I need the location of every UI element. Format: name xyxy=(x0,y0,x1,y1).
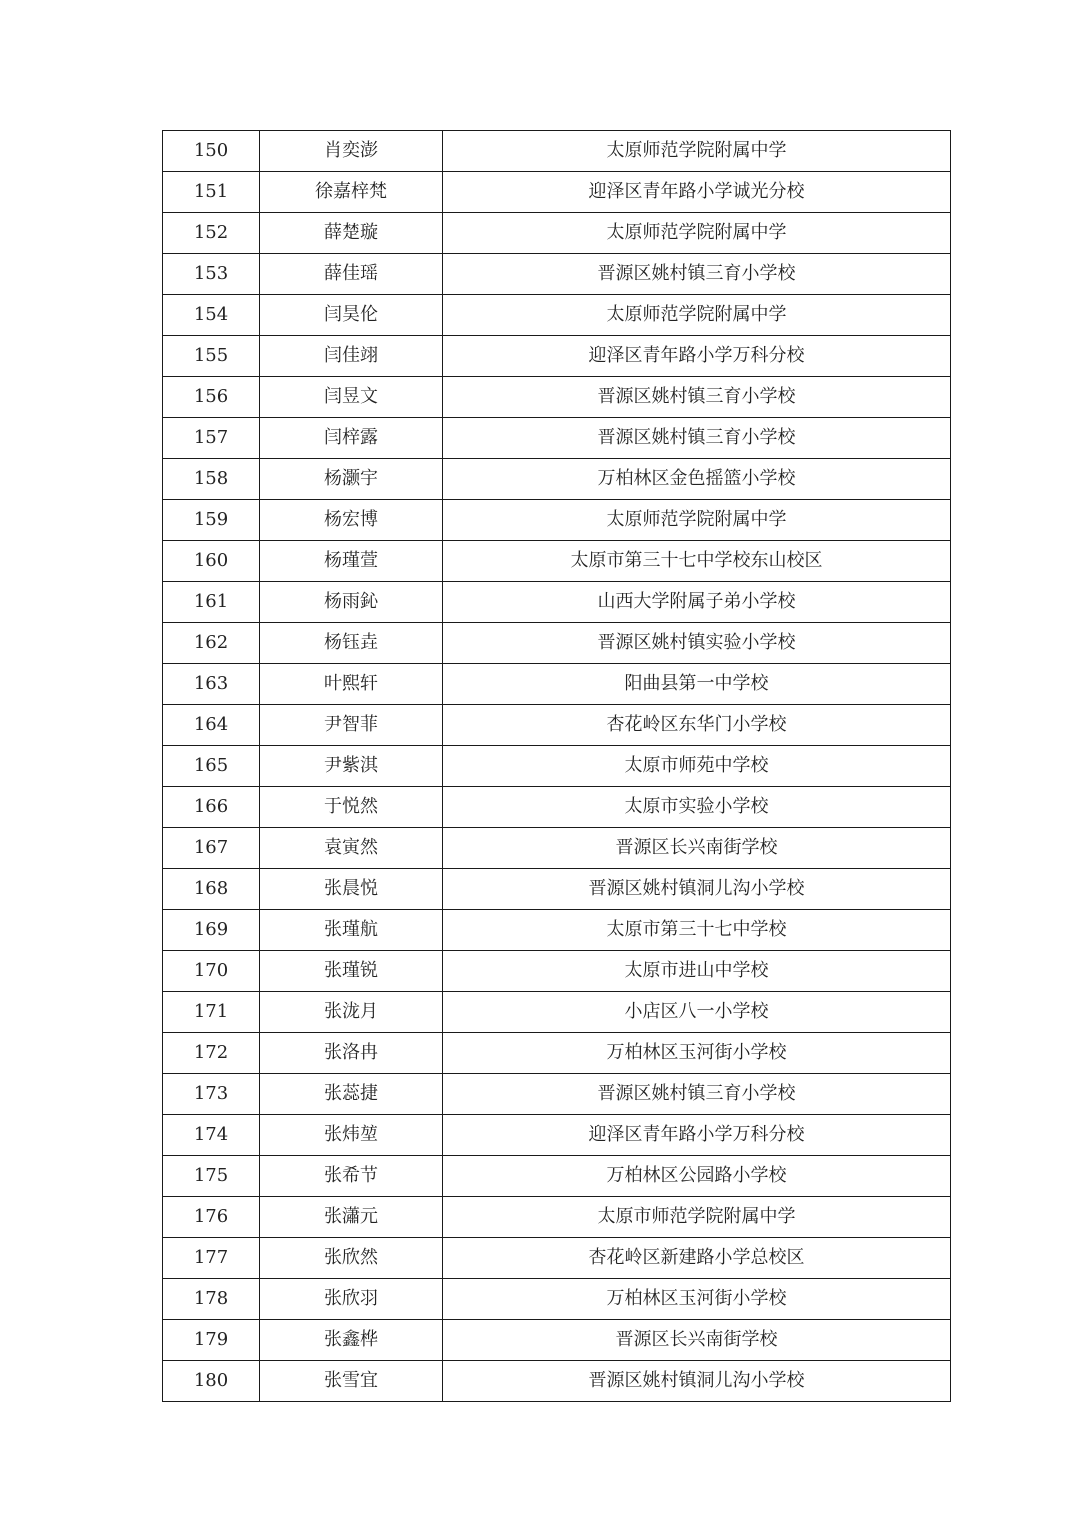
student-name-cell: 杨瑾萱 xyxy=(260,541,443,582)
school-name-cell: 迎泽区青年路小学万科分校 xyxy=(443,1115,951,1156)
school-name-cell: 晋源区姚村镇洞儿沟小学校 xyxy=(443,1361,951,1402)
row-number-cell: 175 xyxy=(163,1156,260,1197)
row-number-cell: 162 xyxy=(163,623,260,664)
school-name-cell: 太原市进山中学校 xyxy=(443,951,951,992)
row-number-cell: 164 xyxy=(163,705,260,746)
school-name-cell: 晋源区姚村镇三育小学校 xyxy=(443,254,951,295)
table-row xyxy=(163,951,951,992)
school-name-cell: 晋源区姚村镇洞儿沟小学校 xyxy=(443,869,951,910)
student-name-cell: 袁寅然 xyxy=(260,828,443,869)
school-name-cell: 迎泽区青年路小学万科分校 xyxy=(443,336,951,377)
row-number-cell: 152 xyxy=(163,213,260,254)
row-number-cell: 174 xyxy=(163,1115,260,1156)
school-name-cell: 晋源区长兴南街学校 xyxy=(443,828,951,869)
row-number-cell: 176 xyxy=(163,1197,260,1238)
table-row xyxy=(163,705,951,746)
school-name-cell: 杏花岭区东华门小学校 xyxy=(443,705,951,746)
table-row xyxy=(163,582,951,623)
row-number-cell: 157 xyxy=(163,418,260,459)
student-name-cell: 张瑾锐 xyxy=(260,951,443,992)
student-name-cell: 杨雨鈊 xyxy=(260,582,443,623)
student-name-cell: 尹智菲 xyxy=(260,705,443,746)
school-name-cell: 太原师范学院附属中学 xyxy=(443,500,951,541)
row-number-cell: 158 xyxy=(163,459,260,500)
table-row xyxy=(163,1033,951,1074)
table-row xyxy=(163,623,951,664)
table-row xyxy=(163,1197,951,1238)
row-number-cell: 177 xyxy=(163,1238,260,1279)
school-name-cell: 晋源区姚村镇三育小学校 xyxy=(443,377,951,418)
school-name-cell: 迎泽区青年路小学诚光分校 xyxy=(443,172,951,213)
roster-table xyxy=(162,130,951,1402)
row-number-cell: 163 xyxy=(163,664,260,705)
table-row xyxy=(163,746,951,787)
school-name-cell: 阳曲县第一中学校 xyxy=(443,664,951,705)
school-name-cell: 晋源区姚村镇三育小学校 xyxy=(443,1074,951,1115)
table-row xyxy=(163,172,951,213)
table-row xyxy=(163,1361,951,1402)
student-name-cell: 张瑾航 xyxy=(260,910,443,951)
table-row xyxy=(163,254,951,295)
student-name-cell: 张雪宜 xyxy=(260,1361,443,1402)
table-row xyxy=(163,336,951,377)
student-name-cell: 薛佳瑶 xyxy=(260,254,443,295)
school-name-cell: 太原市师范学院附属中学 xyxy=(443,1197,951,1238)
table-row xyxy=(163,500,951,541)
student-name-cell: 杨钰垚 xyxy=(260,623,443,664)
student-name-cell: 肖奕澎 xyxy=(260,131,443,172)
school-name-cell: 太原师范学院附属中学 xyxy=(443,213,951,254)
table-row xyxy=(163,1074,951,1115)
row-number-cell: 172 xyxy=(163,1033,260,1074)
school-name-cell: 太原师范学院附属中学 xyxy=(443,131,951,172)
school-name-cell: 太原市第三十七中学校东山校区 xyxy=(443,541,951,582)
row-number-cell: 171 xyxy=(163,992,260,1033)
row-number-cell: 160 xyxy=(163,541,260,582)
row-number-cell: 153 xyxy=(163,254,260,295)
school-name-cell: 杏花岭区新建路小学总校区 xyxy=(443,1238,951,1279)
table-row xyxy=(163,541,951,582)
student-name-cell: 闫佳翊 xyxy=(260,336,443,377)
table-row xyxy=(163,828,951,869)
row-number-cell: 173 xyxy=(163,1074,260,1115)
row-number-cell: 179 xyxy=(163,1320,260,1361)
row-number-cell: 165 xyxy=(163,746,260,787)
row-number-cell: 167 xyxy=(163,828,260,869)
student-name-cell: 杨灏宇 xyxy=(260,459,443,500)
school-name-cell: 太原市实验小学校 xyxy=(443,787,951,828)
table-row xyxy=(163,992,951,1033)
student-name-cell: 张瀟元 xyxy=(260,1197,443,1238)
school-name-cell: 太原师范学院附属中学 xyxy=(443,295,951,336)
row-number-cell: 154 xyxy=(163,295,260,336)
school-name-cell: 山西大学附属子弟小学校 xyxy=(443,582,951,623)
student-name-cell: 薛楚璇 xyxy=(260,213,443,254)
table-row xyxy=(163,1115,951,1156)
table-row xyxy=(163,1320,951,1361)
school-name-cell: 万柏林区金色摇篮小学校 xyxy=(443,459,951,500)
student-name-cell: 张炜堃 xyxy=(260,1115,443,1156)
row-number-cell: 161 xyxy=(163,582,260,623)
school-name-cell: 万柏林区玉河街小学校 xyxy=(443,1033,951,1074)
table-row xyxy=(163,131,951,172)
table-row xyxy=(163,869,951,910)
table-row xyxy=(163,1279,951,1320)
student-name-cell: 张洛冉 xyxy=(260,1033,443,1074)
school-name-cell: 晋源区长兴南街学校 xyxy=(443,1320,951,1361)
table-row xyxy=(163,295,951,336)
student-name-cell: 张泷月 xyxy=(260,992,443,1033)
table-row xyxy=(163,787,951,828)
row-number-cell: 156 xyxy=(163,377,260,418)
school-name-cell: 小店区八一小学校 xyxy=(443,992,951,1033)
table-row xyxy=(163,213,951,254)
student-name-cell: 徐嘉梓梵 xyxy=(260,172,443,213)
school-name-cell: 太原市第三十七中学校 xyxy=(443,910,951,951)
row-number-cell: 150 xyxy=(163,131,260,172)
roster-table-body xyxy=(163,131,951,1402)
student-name-cell: 张鑫桦 xyxy=(260,1320,443,1361)
student-name-cell: 张欣然 xyxy=(260,1238,443,1279)
student-name-cell: 张晨悦 xyxy=(260,869,443,910)
student-name-cell: 张欣羽 xyxy=(260,1279,443,1320)
student-name-cell: 张蕊捷 xyxy=(260,1074,443,1115)
student-name-cell: 闫昱文 xyxy=(260,377,443,418)
school-name-cell: 万柏林区玉河街小学校 xyxy=(443,1279,951,1320)
row-number-cell: 180 xyxy=(163,1361,260,1402)
student-name-cell: 闫昊伦 xyxy=(260,295,443,336)
row-number-cell: 155 xyxy=(163,336,260,377)
student-name-cell: 闫梓露 xyxy=(260,418,443,459)
school-name-cell: 万柏林区公园路小学校 xyxy=(443,1156,951,1197)
student-name-cell: 于悦然 xyxy=(260,787,443,828)
table-row xyxy=(163,1238,951,1279)
table-row xyxy=(163,1156,951,1197)
row-number-cell: 169 xyxy=(163,910,260,951)
row-number-cell: 159 xyxy=(163,500,260,541)
table-row xyxy=(163,910,951,951)
table-row xyxy=(163,377,951,418)
row-number-cell: 168 xyxy=(163,869,260,910)
school-name-cell: 太原市师苑中学校 xyxy=(443,746,951,787)
table-row xyxy=(163,664,951,705)
student-name-cell: 叶熙轩 xyxy=(260,664,443,705)
student-name-cell: 张希节 xyxy=(260,1156,443,1197)
table-row xyxy=(163,418,951,459)
school-name-cell: 晋源区姚村镇三育小学校 xyxy=(443,418,951,459)
row-number-cell: 170 xyxy=(163,951,260,992)
school-name-cell: 晋源区姚村镇实验小学校 xyxy=(443,623,951,664)
student-name-cell: 杨宏博 xyxy=(260,500,443,541)
table-row xyxy=(163,459,951,500)
student-name-cell: 尹紫淇 xyxy=(260,746,443,787)
row-number-cell: 178 xyxy=(163,1279,260,1320)
row-number-cell: 166 xyxy=(163,787,260,828)
row-number-cell: 151 xyxy=(163,172,260,213)
